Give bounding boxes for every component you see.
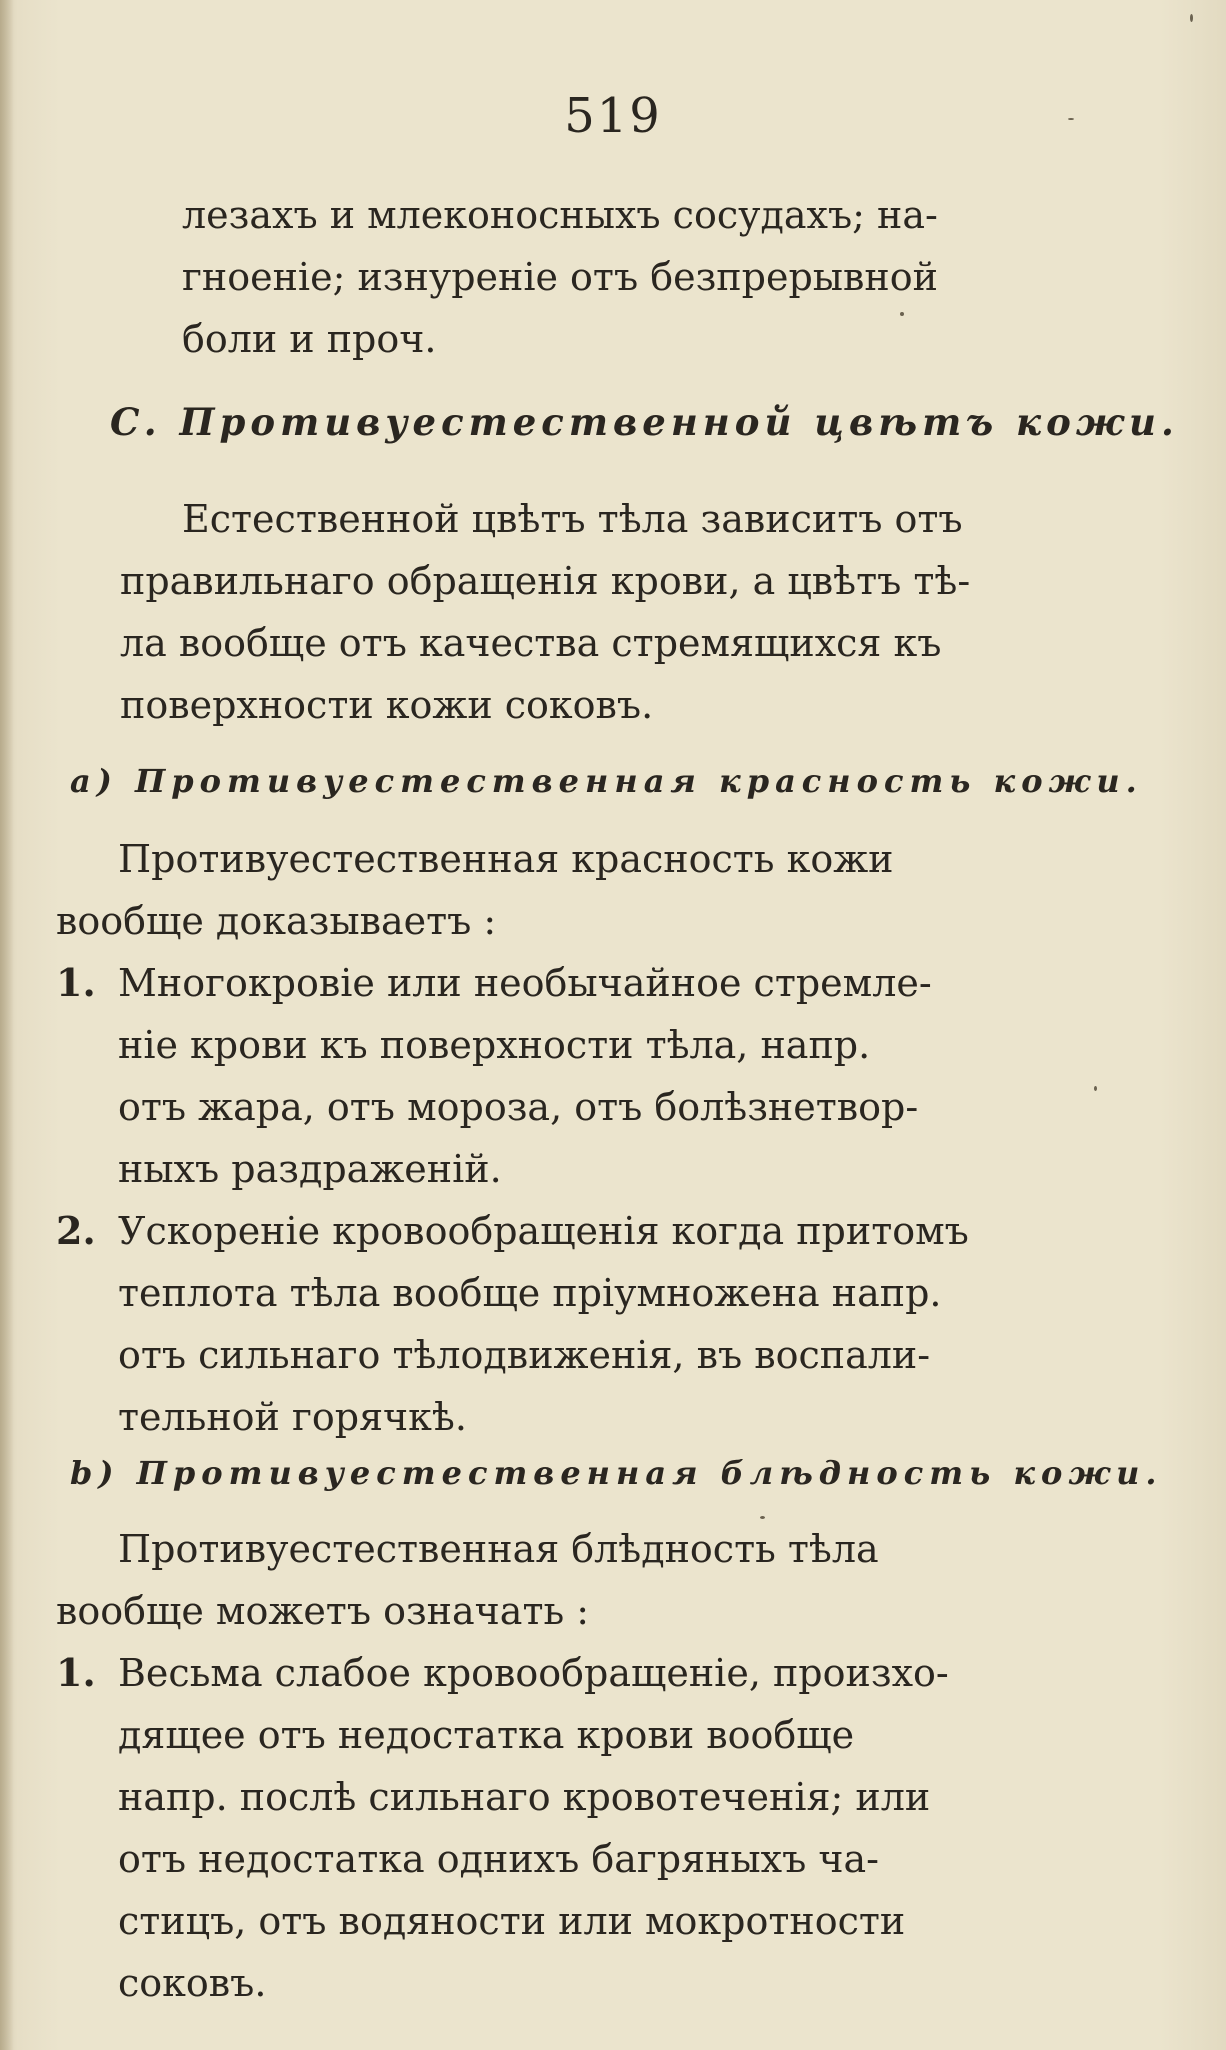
text-line: Ускореніе кровообращенія когда притомъ — [118, 1209, 969, 1253]
subsection-heading-b: b) Противуестественная блѣдность кожи. — [70, 1454, 1163, 1492]
paper-speck — [900, 312, 904, 316]
paper-speck — [1190, 14, 1193, 22]
section-heading-c: C. Противуестественной цвѣтъ кожи. — [110, 400, 1179, 444]
text-line: Противуестественная блѣдность тѣла — [118, 1527, 879, 1571]
text-line: Естественной цвѣтъ тѣла зависитъ отъ — [182, 497, 963, 541]
text-line: Многокровіе или необычайное стремле- — [118, 961, 932, 1005]
text-line: соковъ. — [118, 1961, 267, 2005]
text-line: вообще доказываетъ : — [56, 899, 497, 943]
text-line: отъ недостатка однихъ багряныхъ ча- — [118, 1837, 879, 1881]
list-number: 2. — [56, 1208, 96, 1253]
text-line: тельной горячкѣ. — [118, 1395, 467, 1439]
text-line: поверхности кожи соковъ. — [120, 683, 654, 727]
text-line: лезахъ и млеконосныхъ сосудахъ; на- — [182, 193, 938, 237]
subsection-heading-a: a) Противуестественная красность кожи. — [70, 762, 1143, 800]
text-line: ніе крови къ поверхности тѣла, напр. — [118, 1023, 871, 1067]
text-line: дящее отъ недостатка крови вообще — [118, 1713, 855, 1757]
text-line: отъ сильнаго тѣлодвиженія, въ воспали- — [118, 1333, 931, 1377]
text-line: напр. послѣ сильнаго кровотеченія; или — [118, 1775, 931, 1819]
list-number: 1. — [56, 1650, 96, 1695]
paper-speck — [1094, 1086, 1097, 1091]
list-item — [56, 958, 1072, 1008]
text-line: боли и проч. — [182, 317, 437, 361]
paper-speck — [760, 1516, 765, 1519]
page-gutter-shadow — [0, 0, 14, 2050]
text-line: ла вообще отъ качества стремящихся къ — [120, 621, 942, 665]
text-line: Весьма слабое кровообращеніе, произхо- — [118, 1651, 949, 1695]
page-number: 519 — [564, 88, 662, 144]
text-line: вообще можетъ означать : — [56, 1589, 590, 1633]
list-number: 1. — [56, 960, 96, 1005]
paper-speck — [1068, 118, 1074, 120]
text-line: ныхъ раздраженій. — [118, 1147, 502, 1191]
text-line: Противуестественная красность кожи — [118, 837, 894, 881]
text-line: теплота тѣла вообще пріумножена напр. — [118, 1271, 942, 1315]
text-line: правильнаго обращенія крови, а цвѣтъ тѣ- — [120, 559, 971, 603]
list-item — [56, 1206, 1072, 1256]
text-line: гноеніе; изнуреніе отъ безпрерывной — [182, 255, 938, 299]
list-item — [56, 1648, 1072, 1698]
text-line: отъ жара, отъ мороза, отъ болѣзнетвор- — [118, 1085, 919, 1129]
text-line: стицъ, отъ водяности или мокротности — [118, 1899, 906, 1943]
